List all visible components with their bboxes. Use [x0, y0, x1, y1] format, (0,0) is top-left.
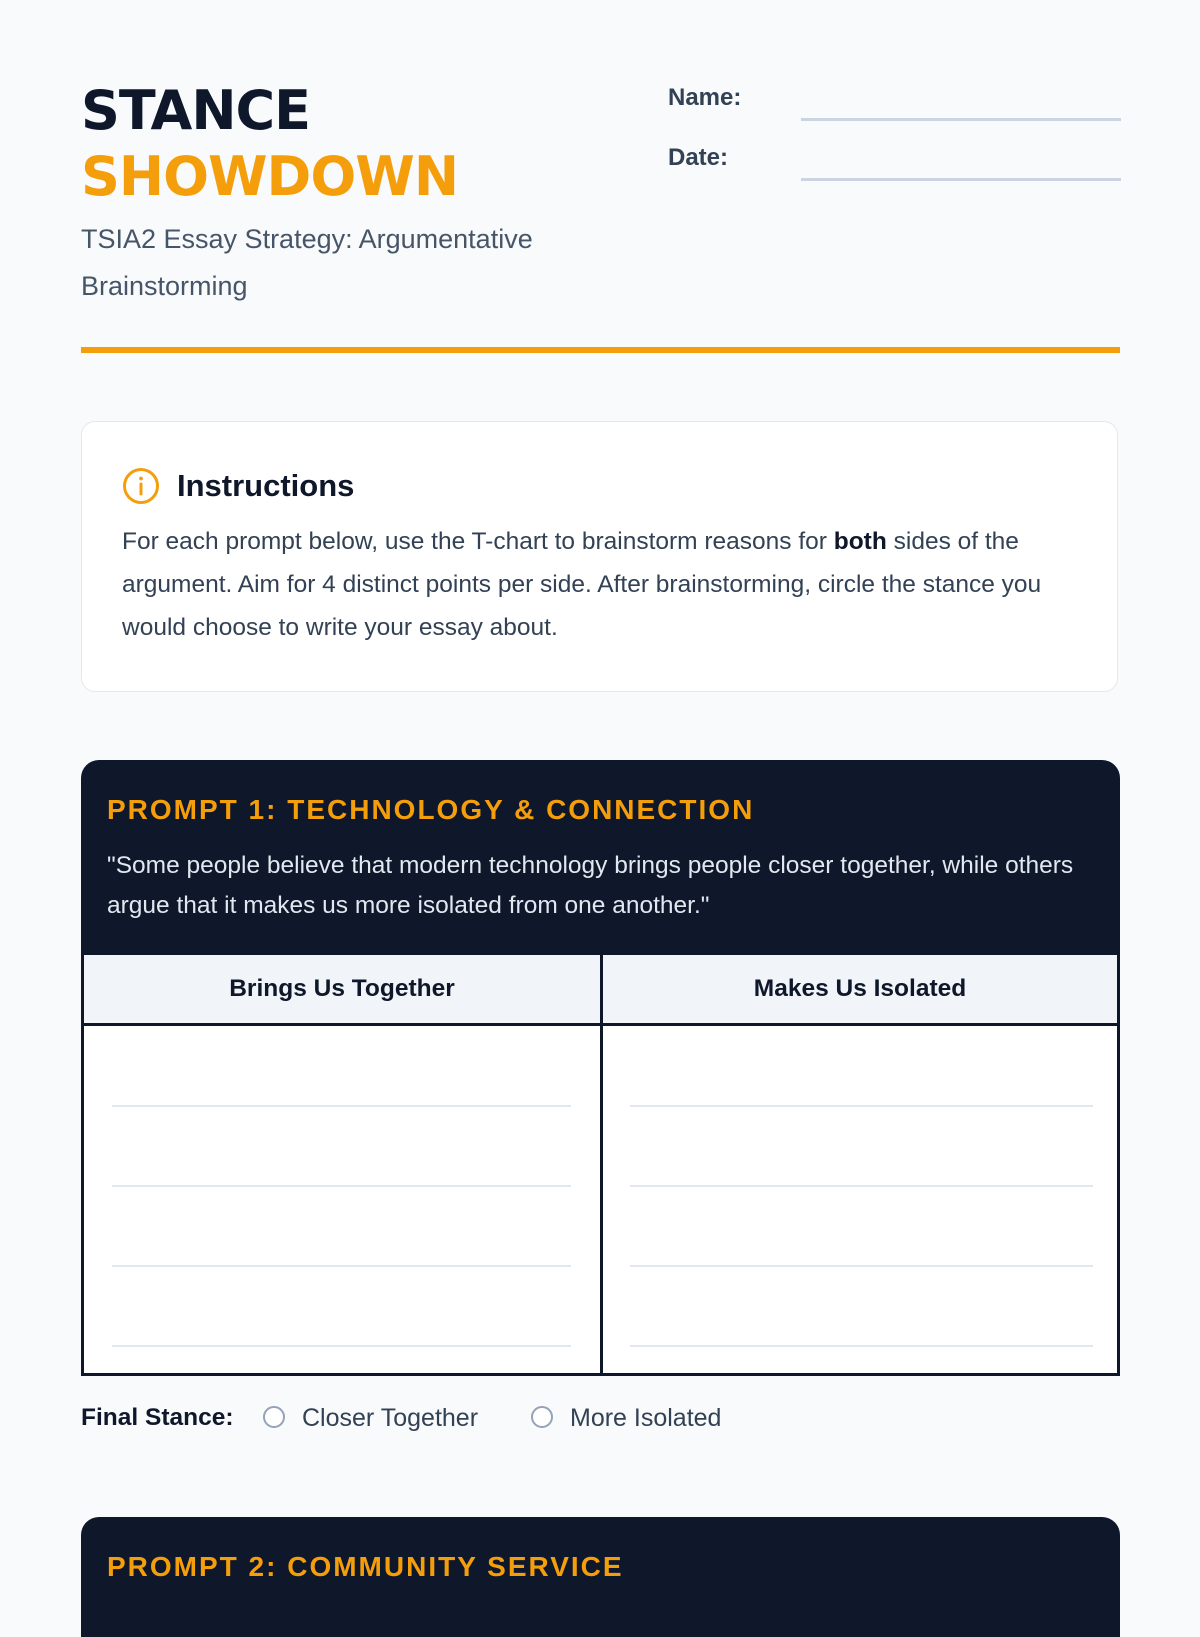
- writing-line[interactable]: [630, 1345, 1093, 1347]
- title-line-1: STANCE: [81, 79, 311, 142]
- writing-line[interactable]: [630, 1265, 1093, 1267]
- name-input-line[interactable]: [801, 118, 1121, 121]
- writing-line[interactable]: [112, 1265, 571, 1267]
- prompt-2-heading: PROMPT 2: COMMUNITY SERVICE: [107, 1551, 624, 1582]
- final-stance-label: Final Stance:: [81, 1404, 234, 1431]
- instructions-bold: both: [833, 528, 887, 555]
- header-divider: [81, 347, 1120, 353]
- date-label: Date:: [668, 144, 729, 171]
- date-input-line[interactable]: [801, 178, 1121, 181]
- instructions-text-2: sides of the argument. Aim for 4 distinct points per side. After brainstorming, circle the stance you would choose to write your essay about.: [122, 528, 1042, 641]
- t-chart-divider: [600, 955, 603, 1373]
- name-label: Name:: [668, 84, 742, 111]
- date-field: [668, 142, 1120, 182]
- instructions-title: Instructions: [177, 468, 355, 503]
- radio-closer-together[interactable]: [263, 1406, 285, 1428]
- instructions-body: [122, 520, 1082, 649]
- prompt-1-heading: PROMPT 1: TECHNOLOGY & CONNECTION: [107, 794, 755, 825]
- writing-line[interactable]: [630, 1185, 1093, 1187]
- radio-more-isolated[interactable]: [531, 1406, 553, 1428]
- prompt-1-t-chart: [81, 955, 1120, 1376]
- writing-line[interactable]: [112, 1185, 571, 1187]
- column-heading-together: Brings Us Together: [229, 975, 455, 1002]
- subtitle: TSIA2 Essay Strategy: Argumentative Brainstorming: [81, 224, 533, 301]
- title-line-2: SHOWDOWN: [81, 145, 459, 208]
- option-more-isolated[interactable]: More Isolated: [570, 1404, 722, 1432]
- writing-line[interactable]: [112, 1345, 571, 1347]
- prompt-1-header: [81, 760, 1120, 957]
- instructions-card: [81, 421, 1118, 692]
- name-field: [668, 82, 1120, 122]
- option-closer-together[interactable]: Closer Together: [302, 1404, 479, 1432]
- writing-line[interactable]: [630, 1105, 1093, 1107]
- info-icon: [122, 467, 160, 505]
- instructions-text-1: For each prompt below, use the T-chart to brainstorm reasons for: [122, 528, 834, 555]
- prompt-1-quote: "Some people believe that modern technology brings people closer together, while others argue that it makes us more isolated from one another.": [107, 852, 1074, 919]
- final-stance-row: [81, 1398, 1120, 1438]
- worksheet-header: [81, 78, 1120, 353]
- writing-line[interactable]: [112, 1105, 571, 1107]
- prompt-2-header: [81, 1517, 1120, 1637]
- column-heading-isolated: Makes Us Isolated: [753, 975, 967, 1002]
